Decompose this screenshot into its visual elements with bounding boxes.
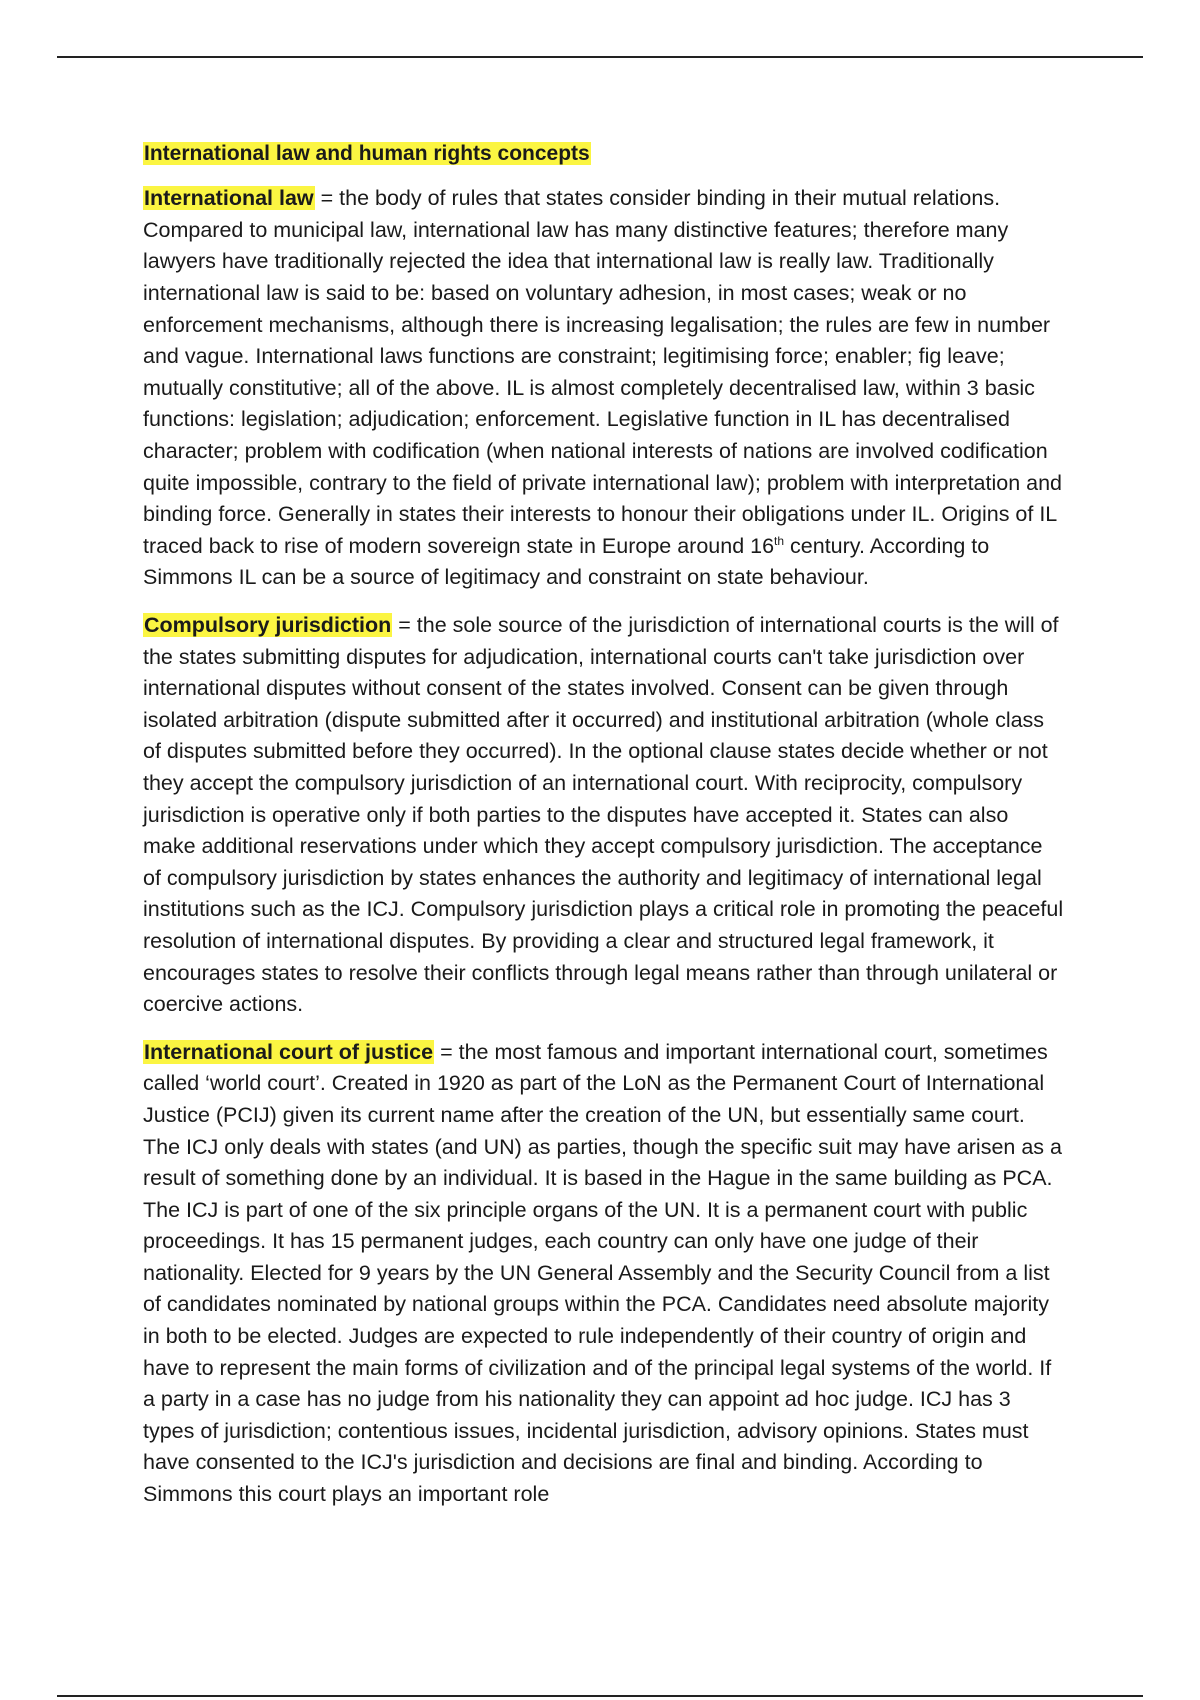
footer-rule [57, 1695, 1143, 1697]
paragraph-international-court-of-justice [143, 1037, 1065, 1511]
header-rule [57, 56, 1143, 58]
paragraph-international-law [143, 183, 1065, 594]
title-highlight: International law and human rights concepts [144, 142, 590, 165]
paragraph-compulsory-jurisdiction [143, 610, 1065, 1021]
term-compulsory-jurisdiction: Compulsory jurisdiction [144, 613, 392, 638]
definition-text-part-2: century. According to Simmons IL can be a source of legitimacy and constraint on state behaviour. [143, 533, 990, 590]
document-body [143, 140, 1065, 1527]
term-international-court-of-justice: International court of justice [144, 1039, 434, 1064]
term-international-law: International law [144, 186, 314, 211]
definition-text: = the most famous and important international court, sometimes called ‘world court’. Created in 1920 as part of the LoN as the Permanent Court of International Justice (PCIJ) given its current name after the creation of the UN, but essentially same court. The ICJ only deals with states (and UN) as parties, though the specific suit may have arisen as a result of something done by an individual. It is based in the Hague in the same building as PCA. The ICJ is part of one of the six principle organs of the UN. It is a permanent court with public proceedings. It has 15 permanent judges, each country can only have one judge of their nationality. Elected for 9 years by the UN General Assembly and the Security Council from a list of candidates nominated by national groups within the PCA. Candidates need absolute majority in both to be elected. Judges are expected to rule independently of their country of origin and have to represent the main forms of civilization and of the principal legal systems of the world. If a party in a case has no judge from his nationality they can appoint ad hoc judge. ICJ has 3 types of jurisdiction; contentious issues, incidental jurisdiction, advisory opinions. States must have consented to the ICJ's jurisdiction and decisions are final and binding. According to Simmons this court plays an important role [143, 1039, 1062, 1507]
definition-text: = the sole source of the jurisdiction of international courts is the will of the states submitting disputes for adjudication, international courts can't take jurisdiction over international disputes without consent of the states involved. Consent can be given through isolated arbitration (dispute submitted after it occurred) and institutional arbitration (whole class of disputes submitted before they occurred). In the optional clause states decide whether or not they accept the compulsory jurisdiction of an international court. With reciprocity, compulsory jurisdiction is operative only if both parties to the disputes have accepted it. States can also make additional reservations under which they accept compulsory jurisdiction. The acceptance of compulsory jurisdiction by states enhances the authority and legitimacy of international legal institutions such as the ICJ. Compulsory jurisdiction plays a critical role in promoting the peaceful resolution of international disputes. By providing a clear and structured legal framework, it encourages states to resolve their conflicts through legal means rather than through unilateral or coercive actions. [143, 613, 1064, 1017]
definition-text-part-1: = the body of rules that states consider binding in their mutual relations. Compared to municipal law, international law has many distinctive features; therefore many lawyers have traditionally rejected the idea that international law is really law. Traditionally international law is said to be: based on voluntary adhesion, in most cases; weak or no enforcement mechanisms, although there is increasing legalisation; the rules are few in number and vague. International laws functions are constraint; legitimising force; enabler; fig leave; mutually constitutive; all of the above. IL is almost completely decentralised law, within 3 basic functions: legislation; adjudication; enforcement. Legislative function in IL has decentralised character; problem with codification (when national interests of nations are involved codification quite impossible, contrary to the field of private international law); problem with interpretation and binding force. Generally in states their interests to honour their obligations under IL. Origins of IL traced back to rise of modern sovereign state in Europe around 16 [143, 186, 1063, 558]
ordinal-suffix: th [774, 533, 785, 548]
page-title [143, 140, 1065, 167]
